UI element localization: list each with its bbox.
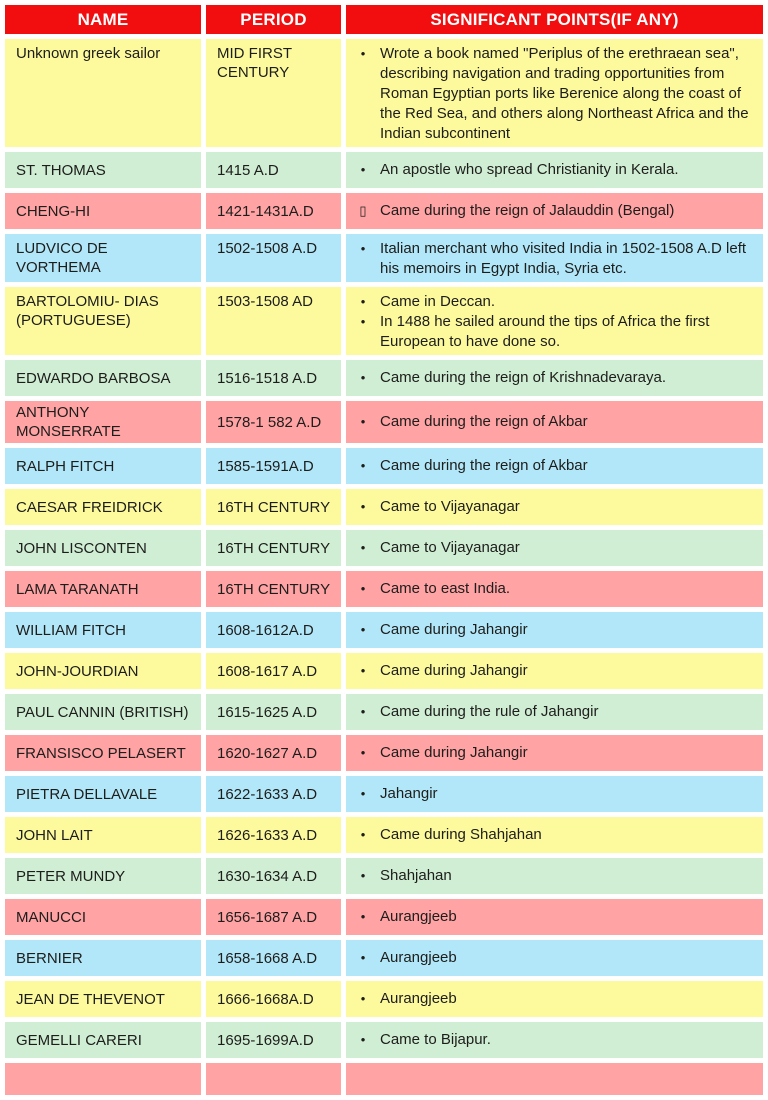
table-row xyxy=(5,489,763,525)
dot-bullet-icon: • xyxy=(360,745,366,760)
point-item xyxy=(346,620,755,640)
significant-points xyxy=(346,981,763,1017)
traveller-name: BARTOLOMIU- DIAS (PORTUGUESE) xyxy=(5,287,201,355)
significant-points xyxy=(346,234,763,282)
point-text: An apostle who spread Christianity in Kerala. xyxy=(380,161,679,178)
point-item xyxy=(346,866,755,886)
table-row xyxy=(5,571,763,607)
dot-bullet-icon: • xyxy=(360,663,366,678)
significant-points xyxy=(346,360,763,396)
box-bullet-icon: ▯ xyxy=(359,203,367,218)
traveller-name: Unknown greek sailor xyxy=(5,39,201,147)
traveller-period: 1620-1627 A.D xyxy=(206,735,341,771)
significant-points xyxy=(346,653,763,689)
significant-points xyxy=(346,612,763,648)
traveller-period: 1666-1668A.D xyxy=(206,981,341,1017)
dot-bullet-icon: • xyxy=(360,704,366,719)
traveller-name: CAESAR FREIDRICK xyxy=(5,489,201,525)
point-text: Aurangjeeb xyxy=(380,908,457,925)
traveller-period: 16TH CENTURY xyxy=(206,489,341,525)
significant-points xyxy=(346,776,763,812)
point-text: Wrote a book named "Periplus of the erethraean sea", describing navigation and trading opportunities from Roman Egyptian ports like Berenice along the coast of the Red Sea, and others along Northeast Africa and the Indian subcontinent xyxy=(380,45,749,142)
significant-points xyxy=(346,735,763,771)
point-item xyxy=(346,292,755,312)
traveller-period: 1516-1518 A.D xyxy=(206,360,341,396)
table-row xyxy=(5,39,763,147)
traveller-name: PIETRA DELLAVALE xyxy=(5,776,201,812)
point-item xyxy=(346,44,755,144)
traveller-name: LAMA TARANATH xyxy=(5,571,201,607)
point-item xyxy=(346,907,755,927)
point-text: Came to Vijayanagar xyxy=(380,539,520,556)
table-row xyxy=(5,817,763,853)
table-row xyxy=(5,981,763,1017)
dot-bullet-icon: • xyxy=(360,294,366,309)
traveller-name: ST. THOMAS xyxy=(5,152,201,188)
significant-points xyxy=(346,571,763,607)
cutoff-cell xyxy=(206,1063,341,1095)
table-row xyxy=(5,193,763,229)
table-row xyxy=(5,152,763,188)
significant-points xyxy=(346,940,763,976)
traveller-name: MANUCCI xyxy=(5,899,201,935)
traveller-period: 1502-1508 A.D xyxy=(206,234,341,282)
table-body xyxy=(5,39,763,1095)
column-header-period: PERIOD xyxy=(206,5,341,34)
table-row xyxy=(5,448,763,484)
point-item xyxy=(346,368,755,388)
traveller-name: PAUL CANNIN (BRITISH) xyxy=(5,694,201,730)
point-item xyxy=(346,538,755,558)
point-text: Came during the reign of Krishnadevaraya. xyxy=(380,369,666,386)
table-row xyxy=(5,360,763,396)
traveller-name: JOHN LISCONTEN xyxy=(5,530,201,566)
table-row xyxy=(5,401,763,443)
dot-bullet-icon: • xyxy=(360,458,366,473)
point-text: Came during Jahangir xyxy=(380,621,528,638)
point-text: Came during the reign of Akbar xyxy=(380,413,588,430)
point-text: Aurangjeeb xyxy=(380,990,457,1007)
point-item xyxy=(346,989,755,1009)
traveller-name: JOHN-JOURDIAN xyxy=(5,653,201,689)
cutoff-cell xyxy=(5,1063,201,1095)
traveller-name: PETER MUNDY xyxy=(5,858,201,894)
significant-points xyxy=(346,152,763,188)
table-row xyxy=(5,858,763,894)
table-row xyxy=(5,694,763,730)
table-row xyxy=(5,940,763,976)
significant-points xyxy=(346,899,763,935)
table-row xyxy=(5,1022,763,1058)
point-item xyxy=(346,825,755,845)
point-item xyxy=(346,784,755,804)
dot-bullet-icon: • xyxy=(360,314,366,329)
point-text: Came during the reign of Jalauddin (Bengal) xyxy=(380,202,675,219)
traveller-name: FRANSISCO PELASERT xyxy=(5,735,201,771)
point-text: Came to east India. xyxy=(380,580,511,597)
traveller-name: CHENG-HI xyxy=(5,193,201,229)
dot-bullet-icon: • xyxy=(360,909,366,924)
traveller-period: 1626-1633 A.D xyxy=(206,817,341,853)
table-row xyxy=(5,530,763,566)
table-row xyxy=(5,653,763,689)
dot-bullet-icon: • xyxy=(360,622,366,637)
point-item xyxy=(346,702,755,722)
traveller-name: JEAN DE THEVENOT xyxy=(5,981,201,1017)
dot-bullet-icon: • xyxy=(360,868,366,883)
point-item xyxy=(346,312,755,352)
significant-points xyxy=(346,193,763,229)
traveller-period: 1578-1 582 A.D xyxy=(206,401,341,443)
traveller-name: LUDVICO DE VORTHEMA xyxy=(5,234,201,282)
table-row xyxy=(5,776,763,812)
point-text: Came to Bijapur. xyxy=(380,1031,491,1048)
traveller-period: 1585-1591A.D xyxy=(206,448,341,484)
traveller-period: 1615-1625 A.D xyxy=(206,694,341,730)
significant-points xyxy=(346,448,763,484)
point-text: Came in Deccan. xyxy=(380,293,496,310)
point-text: Came during Jahangir xyxy=(380,662,528,679)
dot-bullet-icon: • xyxy=(360,370,366,385)
traveller-name: WILLIAM FITCH xyxy=(5,612,201,648)
traveller-period: 1608-1612A.D xyxy=(206,612,341,648)
point-text: Came during the reign of Akbar xyxy=(380,457,588,474)
point-item xyxy=(346,497,755,517)
dot-bullet-icon: • xyxy=(360,1032,366,1047)
point-text: Came to Vijayanagar xyxy=(380,498,520,515)
significant-points xyxy=(346,530,763,566)
traveller-period: 1503-1508 AD xyxy=(206,287,341,355)
header-row xyxy=(5,5,763,34)
table-row xyxy=(5,899,763,935)
traveller-name: RALPH FITCH xyxy=(5,448,201,484)
traveller-period: 1415 A.D xyxy=(206,152,341,188)
dot-bullet-icon: • xyxy=(360,827,366,842)
traveller-name: EDWARDO BARBOSA xyxy=(5,360,201,396)
point-text: Shahjahan xyxy=(380,867,452,884)
point-text: Aurangjeeb xyxy=(380,949,457,966)
significant-points xyxy=(346,817,763,853)
dot-bullet-icon: • xyxy=(360,162,366,177)
traveller-period: 16TH CENTURY xyxy=(206,571,341,607)
traveller-period: 1622-1633 A.D xyxy=(206,776,341,812)
traveller-period: 1608-1617 A.D xyxy=(206,653,341,689)
point-text: Came during the rule of Jahangir xyxy=(380,703,599,720)
cutoff-row xyxy=(5,1063,763,1095)
column-header-points: SIGNIFICANT POINTS(IF ANY) xyxy=(346,5,763,34)
significant-points xyxy=(346,694,763,730)
traveller-name: JOHN LAIT xyxy=(5,817,201,853)
point-item xyxy=(346,743,755,763)
dot-bullet-icon: • xyxy=(360,540,366,555)
point-text: Came during Shahjahan xyxy=(380,826,542,843)
cutoff-cell xyxy=(346,1063,763,1095)
traveller-period: 1656-1687 A.D xyxy=(206,899,341,935)
point-item xyxy=(346,948,755,968)
point-text: In 1488 he sailed around the tips of Africa the first European to have done so. xyxy=(380,313,710,350)
dot-bullet-icon: • xyxy=(360,241,366,256)
dot-bullet-icon: • xyxy=(360,950,366,965)
traveller-period: MID FIRST CENTURY xyxy=(206,39,341,147)
dot-bullet-icon: • xyxy=(360,499,366,514)
traveller-name: BERNIER xyxy=(5,940,201,976)
point-item xyxy=(346,160,755,180)
traveller-period: 1421-1431A.D xyxy=(206,193,341,229)
table-row xyxy=(5,234,763,282)
table-row xyxy=(5,287,763,355)
point-text: Jahangir xyxy=(380,785,438,802)
point-item xyxy=(346,661,755,681)
point-item xyxy=(346,239,755,279)
point-item xyxy=(346,456,755,476)
traveller-period: 1695-1699A.D xyxy=(206,1022,341,1058)
significant-points xyxy=(346,1022,763,1058)
point-item xyxy=(346,579,755,599)
significant-points xyxy=(346,287,763,355)
significant-points xyxy=(346,39,763,147)
dot-bullet-icon: • xyxy=(360,786,366,801)
dot-bullet-icon: • xyxy=(360,991,366,1006)
traveller-name: GEMELLI CARERI xyxy=(5,1022,201,1058)
table-row xyxy=(5,735,763,771)
traveller-period: 1658-1668 A.D xyxy=(206,940,341,976)
significant-points xyxy=(346,401,763,443)
table-row xyxy=(5,612,763,648)
point-item xyxy=(346,1030,755,1050)
dot-bullet-icon: • xyxy=(360,414,366,429)
dot-bullet-icon: • xyxy=(360,46,366,61)
point-item xyxy=(346,201,755,221)
significant-points xyxy=(346,858,763,894)
significant-points xyxy=(346,489,763,525)
traveller-period: 16TH CENTURY xyxy=(206,530,341,566)
dot-bullet-icon: • xyxy=(360,581,366,596)
traveller-name: ANTHONY MONSERRATE xyxy=(5,401,201,443)
traveller-period: 1630-1634 A.D xyxy=(206,858,341,894)
point-item xyxy=(346,412,755,432)
column-header-name: NAME xyxy=(5,5,201,34)
point-text: Came during Jahangir xyxy=(380,744,528,761)
point-text: Italian merchant who visited India in 1502-1508 A.D left his memoirs in Egypt India, Syria etc. xyxy=(380,240,747,277)
